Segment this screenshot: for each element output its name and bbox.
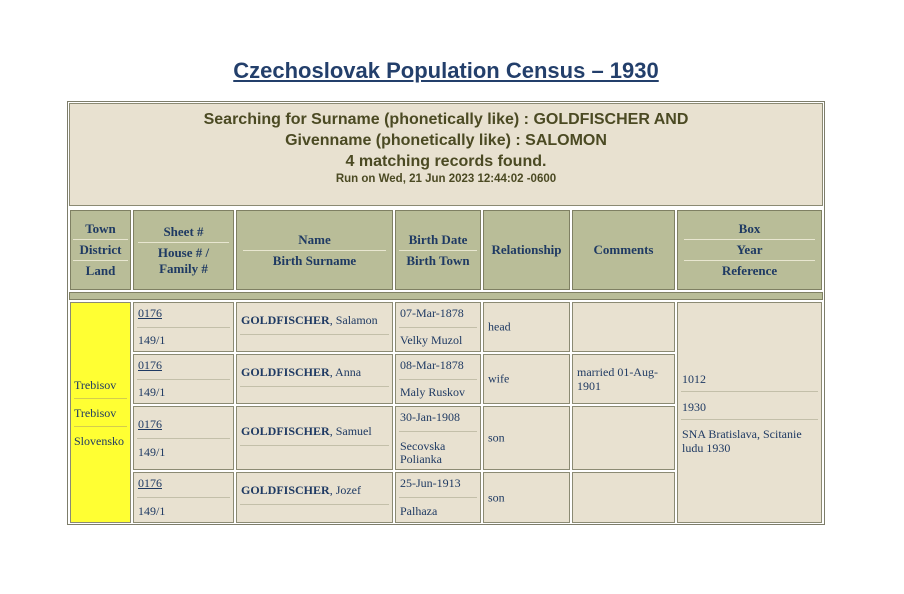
house-number: 149/1: [138, 333, 166, 347]
relationship: wife: [488, 371, 510, 386]
header-divider-bar: [69, 292, 823, 300]
table-row-1-sheet: [133, 302, 234, 352]
search-summary: [69, 103, 823, 206]
header-reference: Reference: [721, 263, 778, 278]
table-row-1-birth: [395, 302, 481, 352]
birth-town: Secovska Polianka: [400, 439, 446, 466]
house-number: 149/1: [138, 504, 166, 518]
table-row-2-relationship: [483, 354, 570, 404]
header-sheet: Sheet #: [163, 223, 204, 239]
header-birth-date-town: [395, 210, 481, 290]
table-row-4-name: [236, 472, 393, 523]
search-criteria-givenname: Givenname (phonetically like) : SALOMON: [285, 132, 607, 149]
page-title: Czechoslovak Population Census – 1930: [233, 58, 659, 83]
table-row-3-sheet: [133, 406, 234, 470]
header-name: Name: [298, 231, 331, 247]
person-surname: GOLDFISCHER: [241, 313, 330, 327]
birth-town: Palhaza: [400, 504, 438, 518]
birth-town: Maly Ruskov: [400, 385, 466, 399]
header-name-birth-surname: [236, 210, 393, 290]
person-given-name: , Samuel: [329, 424, 372, 438]
birth-date: 08-Mar-1878: [400, 358, 464, 372]
table-row-3-relationship: [483, 406, 570, 470]
archive-reference: SNA Bratislava, Scitanie ludu 1930: [682, 427, 802, 455]
header-birth-date: Birth Date: [408, 231, 468, 247]
birth-date: 30-Jan-1908: [400, 410, 460, 424]
table-row-1-name: [236, 302, 393, 352]
header-box-year-reference: [677, 210, 822, 290]
birth-town: Velky Muzol: [400, 333, 463, 347]
header-box: Box: [738, 221, 761, 236]
sheet-link[interactable]: 0176: [138, 306, 162, 320]
location-cell: [70, 302, 131, 523]
table-row-3-comments: [572, 406, 675, 470]
sheet-link[interactable]: 0176: [138, 417, 162, 431]
person-surname: GOLDFISCHER: [241, 424, 330, 438]
header-town-district-land: [70, 210, 131, 290]
run-timestamp: Run on Wed, 21 Jun 2023 12:44:02 -0600: [335, 173, 557, 185]
table-row-4-comments: [572, 472, 675, 523]
table-row-3-birth: [395, 406, 481, 470]
person-surname: GOLDFISCHER: [241, 483, 330, 497]
header-comments-label: Comments: [593, 242, 654, 257]
table-row-2-comments: [572, 354, 675, 404]
header-relationship: [483, 210, 570, 290]
table-row-4-relationship: [483, 472, 570, 523]
table-row-1-comments: [572, 302, 675, 352]
table-row-2-sheet: [133, 354, 234, 404]
location-district: Trebisov: [74, 406, 117, 420]
location-land: Slovensko: [74, 434, 125, 448]
header-birth-surname: Birth Surname: [272, 252, 357, 268]
birth-date: 25-Jun-1913: [400, 476, 461, 490]
person-given-name: , Salamon: [329, 313, 378, 327]
header-relationship-label: Relationship: [491, 242, 562, 257]
header-birth-town: Birth Town: [406, 252, 470, 268]
header-house: House # / Family #: [157, 244, 210, 276]
sheet-link[interactable]: 0176: [138, 476, 162, 490]
header-sheet-house: [133, 210, 234, 290]
table-row-4-birth: [395, 472, 481, 523]
location-town: Trebisov: [74, 378, 117, 392]
header-district: District: [79, 242, 122, 257]
header-comments: [572, 210, 675, 290]
relationship: head: [488, 319, 511, 334]
table-row-3-name: [236, 406, 393, 470]
match-count: 4 matching records found.: [345, 153, 547, 170]
archive-year: 1930: [682, 400, 706, 414]
person-given-name: , Anna: [329, 365, 362, 379]
relationship: son: [488, 430, 505, 445]
sheet-link[interactable]: 0176: [138, 358, 162, 372]
header-year: Year: [736, 242, 763, 257]
search-criteria-surname: Searching for Surname (phonetically like) : GOLDFISCHER AND: [203, 111, 689, 128]
house-number: 149/1: [138, 385, 166, 399]
table-row-1-relationship: [483, 302, 570, 352]
table-row-4-sheet: [133, 472, 234, 523]
person-surname: GOLDFISCHER: [241, 365, 330, 379]
table-row-2-birth: [395, 354, 481, 404]
table-row-2-name: [236, 354, 393, 404]
house-number: 149/1: [138, 445, 166, 459]
header-land: Land: [85, 263, 116, 278]
comments: married 01-Aug-1901: [577, 365, 658, 393]
person-given-name: , Jozef: [329, 483, 362, 497]
birth-date: 07-Mar-1878: [400, 306, 464, 320]
header-town: Town: [85, 221, 116, 236]
archive-box: 1012: [682, 372, 706, 386]
relationship: son: [488, 490, 505, 504]
archive-cell: [677, 302, 822, 523]
